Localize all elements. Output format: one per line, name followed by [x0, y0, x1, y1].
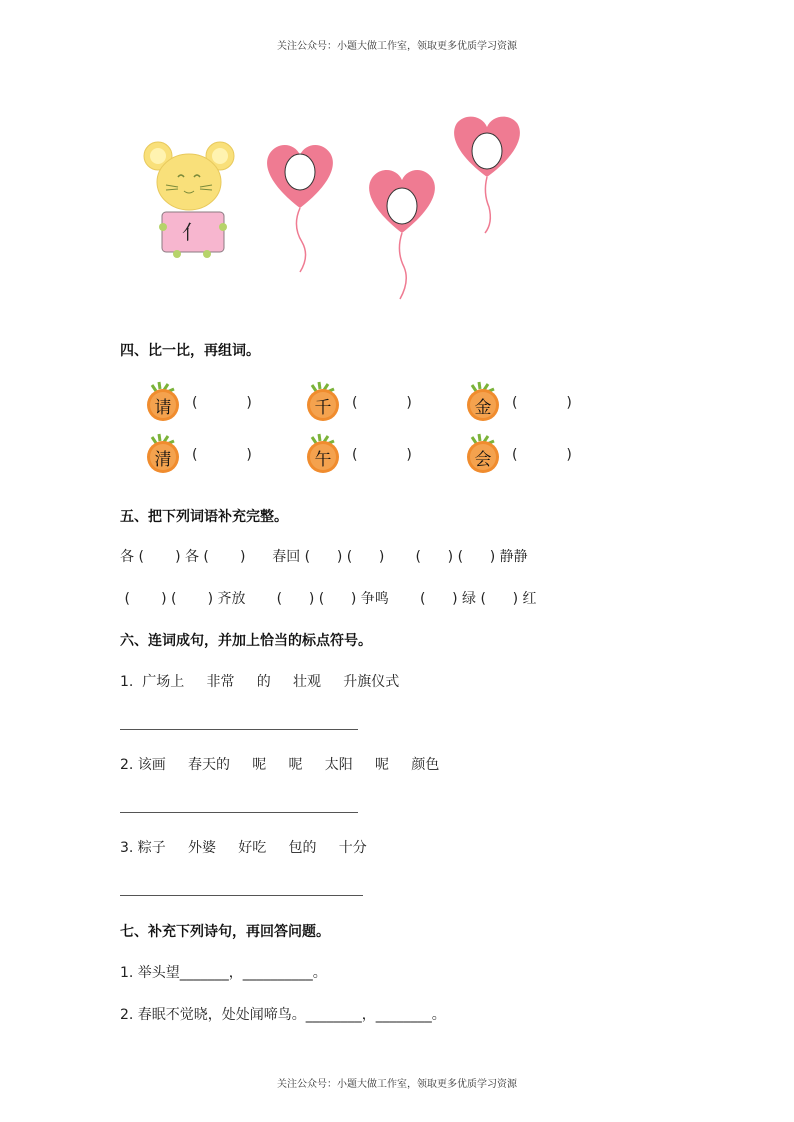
answer-blank[interactable]: ( ): [352, 395, 412, 411]
word-item: [466, 381, 616, 421]
answer-blank[interactable]: ( ): [352, 447, 412, 463]
word-item: [306, 433, 456, 473]
word-char: 午: [314, 450, 332, 470]
word-char: 会: [474, 450, 492, 470]
question-3: 3. 粽子 外婆 好吃 包的 十分: [120, 840, 367, 856]
answer-blank[interactable]: ( ): [192, 395, 252, 411]
page-footer: 关注公众号：小题大做工作室，领取更多优质学习资源: [277, 1079, 517, 1090]
mouse-card-radical: 亻: [182, 220, 202, 244]
answer-blank[interactable]: ( ): [512, 395, 572, 411]
answer-line[interactable]: [120, 812, 358, 813]
word-char: 请: [154, 398, 172, 418]
answer-line[interactable]: [120, 729, 358, 730]
word-item: [466, 433, 616, 473]
fill-line-1[interactable]: 各 ( ) 各 ( ) 春回 ( ) ( ) ( ) ( ) 静静: [120, 549, 528, 565]
balloon-icon: [267, 145, 333, 272]
word-char: 千: [314, 398, 332, 418]
section5-title: 五、把下列词语补充完整。: [120, 509, 288, 525]
answer-blank[interactable]: ( ): [192, 447, 252, 463]
poem-question-1[interactable]: 1. 举头望_______，__________。: [120, 965, 327, 981]
section4-title: 四、比一比，再组词。: [120, 343, 260, 359]
word-item: [146, 381, 296, 421]
balloon-icon: [454, 117, 520, 233]
page-header: 关注公众号：小题大做工作室，领取更多优质学习资源: [277, 41, 517, 52]
word-char: 金: [474, 398, 492, 418]
word-char: 清: [154, 450, 172, 470]
balloon-icon: [369, 170, 435, 299]
poem-question-2[interactable]: 2. 春眠不觉晓，处处闻啼鸟。________，________。: [120, 1007, 446, 1023]
word-item: [146, 433, 296, 473]
word-item: [306, 381, 456, 421]
answer-line[interactable]: [120, 895, 363, 896]
section7-title: 七、补充下列诗句，再回答问题。: [120, 924, 330, 940]
question-1: 1. 广场上 非常 的 壮观 升旗仪式: [120, 674, 400, 690]
question-2: 2. 该画 春天的 呢 呢 太阳 呢 颜色: [120, 757, 440, 773]
section6-title: 六、连词成句，并加上恰当的标点符号。: [120, 633, 372, 649]
mouse-balloons-illustration: [130, 115, 540, 305]
fill-line-2[interactable]: ( ) ( ) 齐放 ( ) ( ) 争鸣 ( ) 绿 ( ) 红: [120, 591, 537, 607]
answer-blank[interactable]: ( ): [512, 447, 572, 463]
